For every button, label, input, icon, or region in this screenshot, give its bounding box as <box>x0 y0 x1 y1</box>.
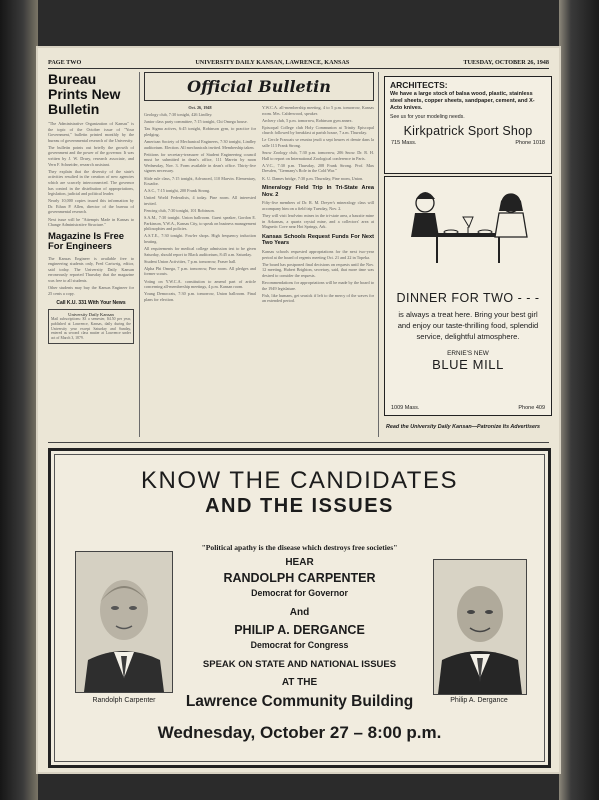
paragraph: They will visit lead-zinc mines in the tri-state area, a bauxite mine in Arkansas, a quartz crystal mine, and a collectors' area at Magnetic Cove near Hot Springs, Ark. <box>262 213 374 230</box>
ad-heading: ARCHITECTS: <box>390 80 448 90</box>
ad-text: is always a treat here. Bring your best girl and enjoy our taste-thrilling food, splendid service, delightful atmosphere. <box>397 310 539 341</box>
issue-date: TUESDAY, OCTOBER 26, 1948 <box>463 58 549 66</box>
photo-carpenter <box>75 551 173 693</box>
paragraph: Nearly 10,000 copies issued this information by Dr. Ethan P. Allen, director of the bureau of governmental research. <box>48 198 134 215</box>
page-edge-shadow <box>559 0 599 800</box>
ad-venue: Lawrence Community Building <box>185 693 414 710</box>
bulletin-item: A.S.T.E., 7:30 tonight. Fowler shops. High frequency induction heating. <box>144 233 256 244</box>
candidate-name-1: RANDOLPH CARPENTER <box>223 571 376 585</box>
bulletin-title: Official Bulletin <box>144 72 374 101</box>
bulletin-item: Alpha Phi Omega, 7 p.m. tomorrow, Pine room. All pledges and former scouts. <box>144 265 256 277</box>
bulletin-item: Voting on Y.W.C.A. constitution to amend part of article concerning all-membership meetings, 4 p.m. Kansan room. <box>144 278 256 290</box>
subscription-title: University Daily Kansan <box>68 311 114 317</box>
ad-hear: HEAR <box>285 557 314 568</box>
paragraph: Next issue will be "Attempts Made in Kansas to Change Administrative Structure." <box>48 216 134 228</box>
ad-quote: "Political apathy is the disease which destroys free societies" <box>201 543 398 552</box>
column-rule <box>378 72 379 437</box>
bulletin-item: Tau Sigma actives, 6:45 tonight, Robinson gym, to practice for pledging. <box>144 126 256 137</box>
ad-and: And <box>289 607 310 618</box>
ad-phone: Phone 409 <box>518 405 545 411</box>
bulletin-item: Junior class party committee, 7:15 tonight, Chi Omega house. <box>144 119 248 125</box>
bulletin-item: Student Union Activities, 7 p.m. tomorrow, Fraser hall. <box>144 258 237 264</box>
portrait-carpenter <box>76 552 172 692</box>
bulletin-item: Fencing club, 7:30 tonight, 101 Robinson. <box>144 208 215 213</box>
paragraph: Recommendations for appropriations will be made by the board to the 1949 legislature. <box>262 279 374 291</box>
bulletin-item: Slide rule class, 7:15 tonight, Advanced, 110 Marvin. Elementary, Ecuador. <box>144 175 256 187</box>
ad-store-name: BLUE MILL <box>432 357 504 372</box>
headline-bureau: Bureau Prints New Bulletin <box>48 72 121 117</box>
call-line: Call K.U. 331 With Your News <box>56 300 126 307</box>
left-column <box>48 72 134 440</box>
bulletin-left <box>144 105 256 305</box>
bulletin-item: Snow Zoology club, 7:30 p.m. tomorrow, 206 Snow. Dr. R. H. Hall to report on International Zoological conference in Paris. <box>262 150 374 161</box>
ad-store-name: Kirkpatrick Sport Shop <box>403 124 533 138</box>
bulletin-item: A.V.C., 7:30 p.m. Thursday, 208 Frank Strong. Prof. Max Dresden, "Germany's Role in the Cold War." <box>262 162 374 174</box>
newspaper-page <box>38 48 559 772</box>
ad-kicker: ERNIE'S NEW <box>447 350 489 357</box>
paragraph: "The Administrative Organization of Kansas" is the topic of the October issue of "Your Government," bulletin printed monthly by the bureau of governmental research of the University. <box>48 121 134 143</box>
paragraph: The bulletin points out briefly the growth of government and the power of the governor. It was written by J. W. Drury, research associate, and Vern F. Schneider, research assistant. <box>48 144 134 167</box>
ad-title-line1: KNOW THE CANDIDATES <box>141 467 458 494</box>
bulletin-item: Le Cercle Francais se reunira jeudi a sept heures et demie dans la salle 113 Frank Strong. <box>262 137 374 149</box>
candidate-role-2: Democrat for Congress <box>250 640 349 650</box>
paragraph: Other students may buy the Kansas Engineer for 25 cents a copy. <box>48 285 134 296</box>
ad-title-line2: AND THE ISSUES <box>205 495 394 517</box>
subscription-box <box>48 309 134 344</box>
bulletin-item: S.A.M., 7:30 tonight. Union ballroom. Guest speaker, Gordon E. Parkinson, Y.W.A., Kansas City, to speak on business management philosophies and policies. <box>144 215 256 232</box>
bulletin-item: Archery club, 5 p.m. tomorrow, Robinson gym annex. <box>262 117 353 123</box>
ad-phone: Phone 1018 <box>515 140 545 146</box>
bulletin-item: K. U. Dames bridge, 7:30 p.m. Thursday, Pine room, Union. <box>262 175 364 181</box>
headline-magazine: Magazine Is Free For Engineers <box>48 230 125 253</box>
paragraph: The Kansas Engineer is available free to engineering students only, Fred Cartwrig, editor, said today. The University Daily Kansan erroneously reported Thursday that the magazine was free to all students. <box>48 255 134 284</box>
headline-schools: Kansas Schools Request Funds For Next Two Years <box>262 233 374 247</box>
ad-address: 715 Mass. <box>391 140 417 146</box>
portrait-dergance <box>434 560 526 694</box>
bulletin-item: American Society of Mechanical Engineers, 7:30 tonight, Lindley auditorium. Election. All mechanicals invited. Membership taken. <box>144 138 256 150</box>
bulletin-item: Geology club, 7:30 tonight, 426 Lindley. <box>144 112 213 118</box>
ad-headline: DINNER FOR TWO - - - <box>396 291 540 305</box>
ad-datetime: Wednesday, October 27 – 8:00 p.m. <box>157 723 442 742</box>
bulletin-right <box>262 105 374 305</box>
bulletin-item: United World Federalists, 4 today. Pine room. All interested invited. <box>144 195 256 206</box>
binding-shadow <box>0 0 38 800</box>
ad-at: AT THE <box>281 677 318 688</box>
bulletin-item: Episcopal College club Holy Communion at Trinity Episcopal church followed by breakfast at parish house, 7 a.m. Thursday. <box>262 124 374 136</box>
caption-dergance: Philip A. Dergance <box>450 697 508 704</box>
bulletin-item: Petitions for secretary-treasurer of Student Engineering council must be submitted in dean's office, 111 Marvin by noon Wednesday, Nov. 3. Form available in dean's office. Thirty-five signers necessary. <box>144 151 256 174</box>
candidate-name-2: PHILIP A. DERGANCE <box>234 623 365 637</box>
article-bureau <box>48 121 134 228</box>
masthead <box>48 56 549 69</box>
bulletin-item: All requirements for medical college admission test to be given Saturday, should report to Black auditorium, 8:45 a.m. Saturday. <box>144 246 256 257</box>
paragraph: The board has postponed final decisions on requests until the Nov. 12 meeting, Hubert Brighton, secretary, said, that more time was desired to consider the requests. <box>262 261 374 278</box>
bulletin-item: Young Democrats, 7:30 p.m. tomorrow, Union ballroom. Final plans for election. <box>144 291 256 302</box>
bulletin-date: Oct. 26, 1948 <box>188 105 212 110</box>
column-rule <box>139 72 140 437</box>
ad-address: 1009 Mass. <box>391 405 420 411</box>
caption-carpenter: Randolph Carpenter <box>92 697 156 704</box>
dining-couple-illustration <box>385 177 551 267</box>
ad-blue-mill <box>384 176 552 416</box>
ad-footer <box>391 405 545 411</box>
section-divider <box>48 442 549 443</box>
ad-speak: SPEAK ON STATE AND NATIONAL ISSUES <box>202 659 397 670</box>
read-kansan-line: Read the University Daily Kansan—Patronize Its Advertisers <box>385 424 541 430</box>
ad-footer <box>385 138 551 148</box>
paragraph: Fish, like humans, get seasick if left to the mercy of the waves for an extended period. <box>262 292 374 304</box>
candidate-role-1: Democrat for Governor <box>251 588 348 598</box>
paper-name: UNIVERSITY DAILY KANSAN, LAWRENCE, KANSAS <box>195 58 350 66</box>
paragraph: Kansas schools requested appropriations for the next two-year period at the board of regents meeting Oct. 21 and 22 in Topeka. <box>262 248 374 260</box>
bulletin-item: Y.W.C.A. all-membership meeting, 4 to 5 p.m. tomorrow, Kansas room. Mrs. Calderwood, speaker. <box>262 105 374 116</box>
political-ad <box>48 448 551 768</box>
paragraph: They explain that the diversity of the state's activities resulted in the creation of new agencies which are scarcely interconnected. The governor has control in the distribution of appropriations, legislation, judicial and political leader. <box>48 168 134 197</box>
photo-dergance <box>433 559 527 695</box>
ad-kirkpatrick <box>384 76 552 174</box>
subscription-text: Mail subscriptions: $3 a semester, $4.50 per year, published at Lawrence, Kansas, daily during the University year except Saturday and Sunday, entered as second class matter at Lawrence under act of March 3, 1879. <box>51 316 131 341</box>
paragraph: Fifty-five members of Dr. R. M. Dreyer's mineralogy class will accompany him on a field trip Tuesday, Nov. 2. <box>262 200 374 211</box>
article-magazine <box>48 256 134 297</box>
ad-text: We have a large stock of balsa wood, plastic, stainless steel sheets, copper sheets, sandpaper, cement, and X-Acto knives. <box>390 91 535 111</box>
official-bulletin <box>144 72 374 440</box>
bulletin-item: A.S.C., 7:15 tonight, 200 Frank Strong. <box>144 188 211 194</box>
ad-see: See us for your modeling needs. <box>390 114 465 120</box>
headline-mineralogy: Mineralogy Field Trip In Tri-State Area Nov. 2 <box>262 185 374 198</box>
page-number: PAGE TWO <box>48 58 82 66</box>
